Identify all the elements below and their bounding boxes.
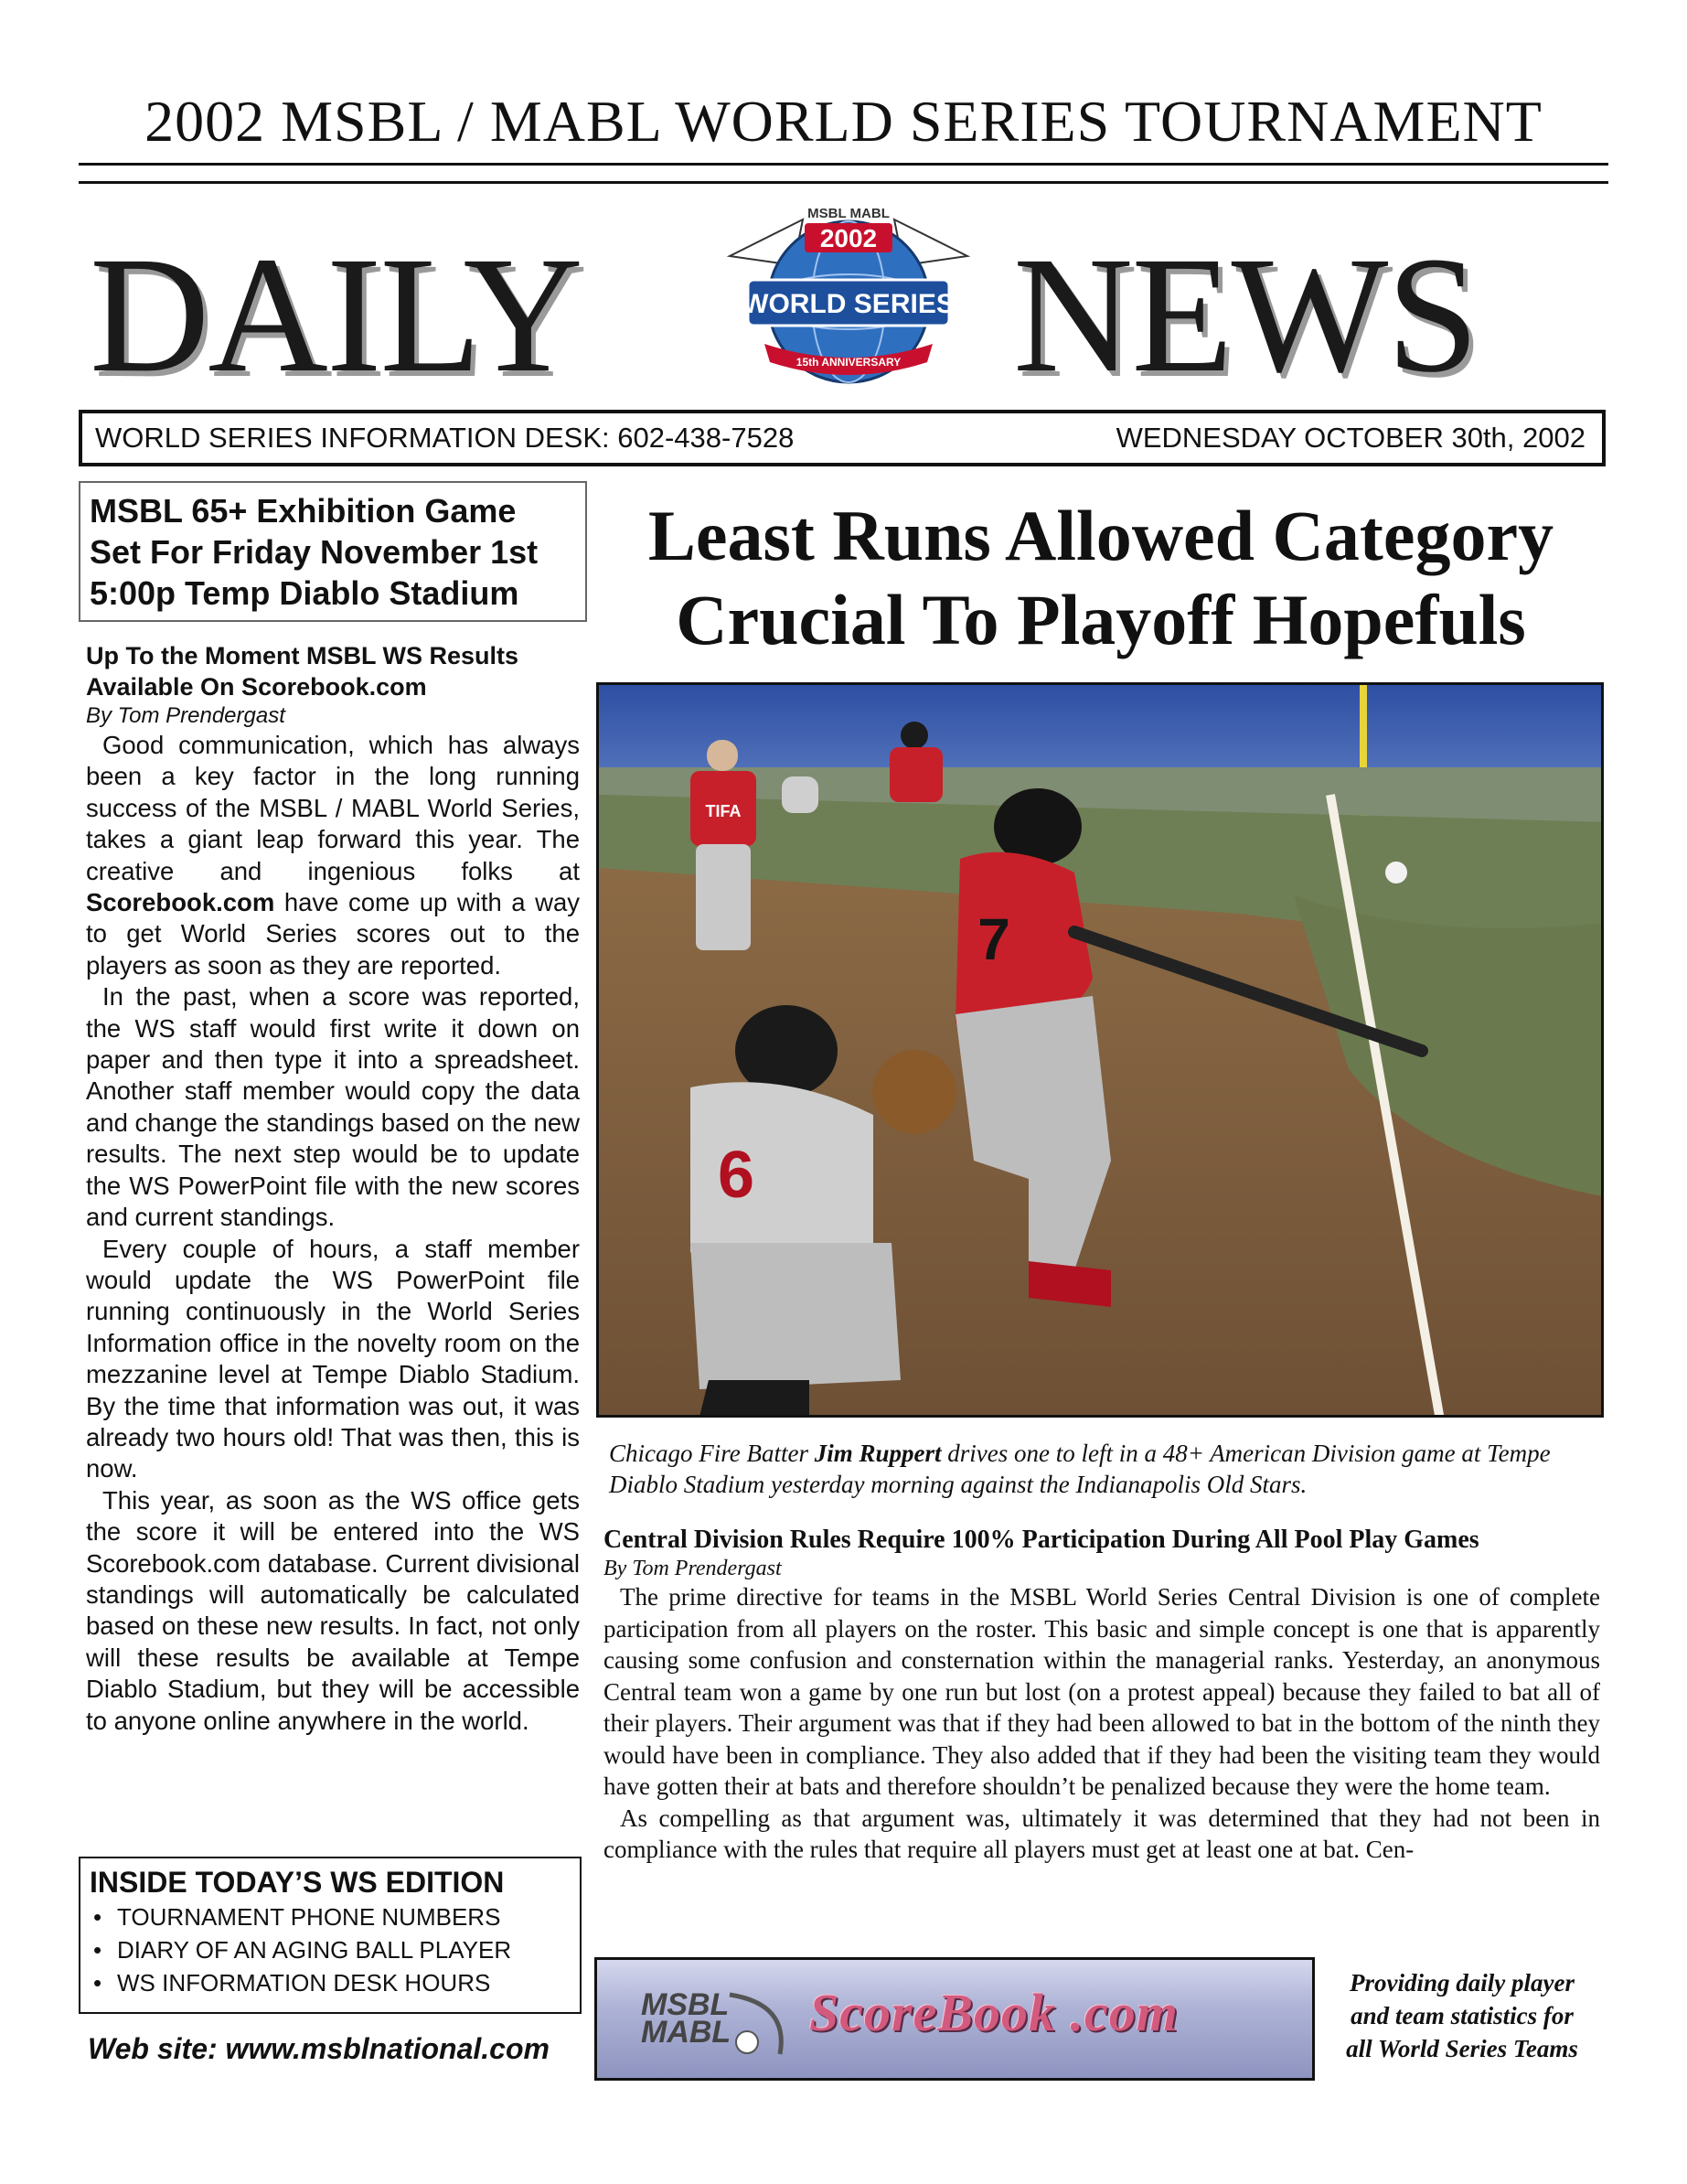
central-division-paragraph-2: As compelling as that argument was, ultimately it was determined that they had not been in compliance with the rules that require all players must get at least one at bat. Cen- (603, 1804, 1600, 1863)
scorebook-paragraph-4: This year, as soon as the WS office gets the score it will be entered into the WS Scorebook.com database. Current divisional standings will automatically be calculated based on these new results. In fact, not only will these results be available at Tempe Diablo Stadium, but they will be accessible to anyone online anywhere in the world. (86, 1485, 580, 1735)
inside-item: • DIARY OF AN AGING BALL PLAYER (90, 1933, 571, 1966)
inside-item: • TOURNAMENT PHONE NUMBERS (90, 1900, 571, 1933)
inside-edition-list (90, 1900, 571, 1999)
masthead-daily: DAILY (90, 223, 582, 407)
ad-tagline-line-1: Providing daily player (1350, 1969, 1575, 1997)
inside-item: • WS INFORMATION DESK HOURS (90, 1966, 571, 1999)
masthead-news: NEWS (1013, 223, 1478, 407)
scorebook-headline (86, 640, 580, 702)
logo-main-text: WORLD SERIES (742, 289, 955, 319)
scorebook-headline-line-1: Up To the Moment MSBL WS Results (86, 642, 519, 669)
main-headline-line-1: Least Runs Allowed Category (647, 496, 1554, 575)
logo-year: 2002 (819, 224, 878, 252)
scorebook-paragraph-2: In the past, when a score was reported, the WS staff would first write it down on paper and then type it into a spreadsheet. Another staff member would copy the data and change the standings based on the new results. The next step would be to update the WS PowerPoint file with the new scores and current standings. (86, 982, 580, 1232)
central-division-article (603, 1524, 1600, 1866)
header-rule-top (79, 163, 1608, 166)
tournament-title: 2002 MSBL / MABL WORLD SERIES TOURNAMENT (144, 89, 1543, 154)
ad-tagline-line-2: and team statistics for (1351, 2002, 1574, 2029)
ad-mabl-text: MABL (641, 2015, 731, 2050)
exhibition-line-1: MSBL 65+ Exhibition Game (90, 492, 517, 530)
jersey-text: TIFA (705, 802, 742, 820)
central-division-title: Central Division Rules Require 100% Participation During All Pool Play Games (603, 1526, 1479, 1554)
scorebook-article (86, 640, 580, 1737)
central-division-byline: By Tom Prendergast (603, 1557, 782, 1580)
world-series-logo (711, 192, 986, 402)
logo-top-text: MSBL MABL (807, 206, 890, 221)
scorebook-headline-line-2: Available On Scorebook.com (86, 673, 427, 701)
batter-number: 7 (977, 906, 1010, 972)
inside-edition-box (79, 1857, 582, 2014)
ad-tagline (1324, 1966, 1600, 2065)
scorebook-paragraph-1: Good communication, which has always been a key factor in the long running success of the MSBL / MABL World Series, takes a giant leap forward this year. The creative and ingenious folks at Scorebook.com have come up with a way to get World Series scores out to the players as soon as they are reported. (86, 731, 580, 980)
scorebook-ad-banner[interactable] (594, 1957, 1315, 2081)
inside-edition-title: INSIDE TODAY’S WS EDITION (90, 1866, 505, 1899)
header-rule-bottom (79, 181, 1608, 184)
photo-caption: Chicago Fire Batter Jim Ruppert drives one to left in a 48+ American Division game at Tempe Diablo Stadium yesterday morning against the Indianapolis Old Stars. (609, 1440, 1551, 1498)
caption-player-name: Jim Ruppert (814, 1440, 942, 1467)
main-headline-line-2: Crucial To Playoff Hopefuls (676, 580, 1526, 659)
scorebook-byline: By Tom Prendergast (86, 703, 285, 728)
info-desk-phone: WORLD SERIES INFORMATION DESK: 602-438-7528 (95, 422, 795, 454)
info-desk-bar (79, 410, 1606, 466)
issue-date: WEDNESDAY OCTOBER 30th, 2002 (1116, 422, 1586, 454)
ad-scorebook-wordmark: ScoreBook .com (809, 1983, 1179, 2042)
logo-ribbon-text: 15th ANNIVERSARY (795, 356, 902, 369)
ad-msbl-text: MSBL (641, 1987, 730, 2022)
website-url[interactable]: Web site: www.msblnational.com (88, 2032, 550, 2065)
ad-baseball-icon (725, 1986, 798, 2059)
batter-photo (596, 682, 1604, 1418)
scorebook-link-text: Scorebook.com (86, 888, 275, 917)
exhibition-line-2: Set For Friday November 1st (90, 533, 539, 571)
ad-tagline-line-3: all World Series Teams (1346, 2035, 1578, 2062)
scorebook-paragraph-3: Every couple of hours, a staff member would update the WS PowerPoint file running continuously in the World Series Information office in the novelty room on the mezzanine level at Tempe Diablo Stadium. By the time that information was out, it was already two hours old! That was then, this is now. (86, 1234, 580, 1483)
exhibition-line-3: 5:00p Temp Diablo Stadium (90, 574, 519, 612)
central-division-paragraph-1: The prime directive for teams in the MSBL World Series Central Division is one of complete participation from all players on the roster. This basic and simple concept is one that is apparently causing some confusion and consternation within the managerial ranks. Yesterday, an anonymous Central team won a game by one run but lost (on a protest appeal) because they failed to bat all of their players. Their argument was that if they had been allowed to bat in the bottom of the ninth they would have been in compliance. They also added that if they had been the visiting team they would have gotten their at bats and therefore shouldn’t be penalized because they were the home team. (603, 1583, 1600, 1800)
ad-msbl-logo (641, 1987, 731, 2050)
exhibition-game-box (79, 481, 587, 622)
catcher-number: 6 (717, 1139, 755, 1212)
